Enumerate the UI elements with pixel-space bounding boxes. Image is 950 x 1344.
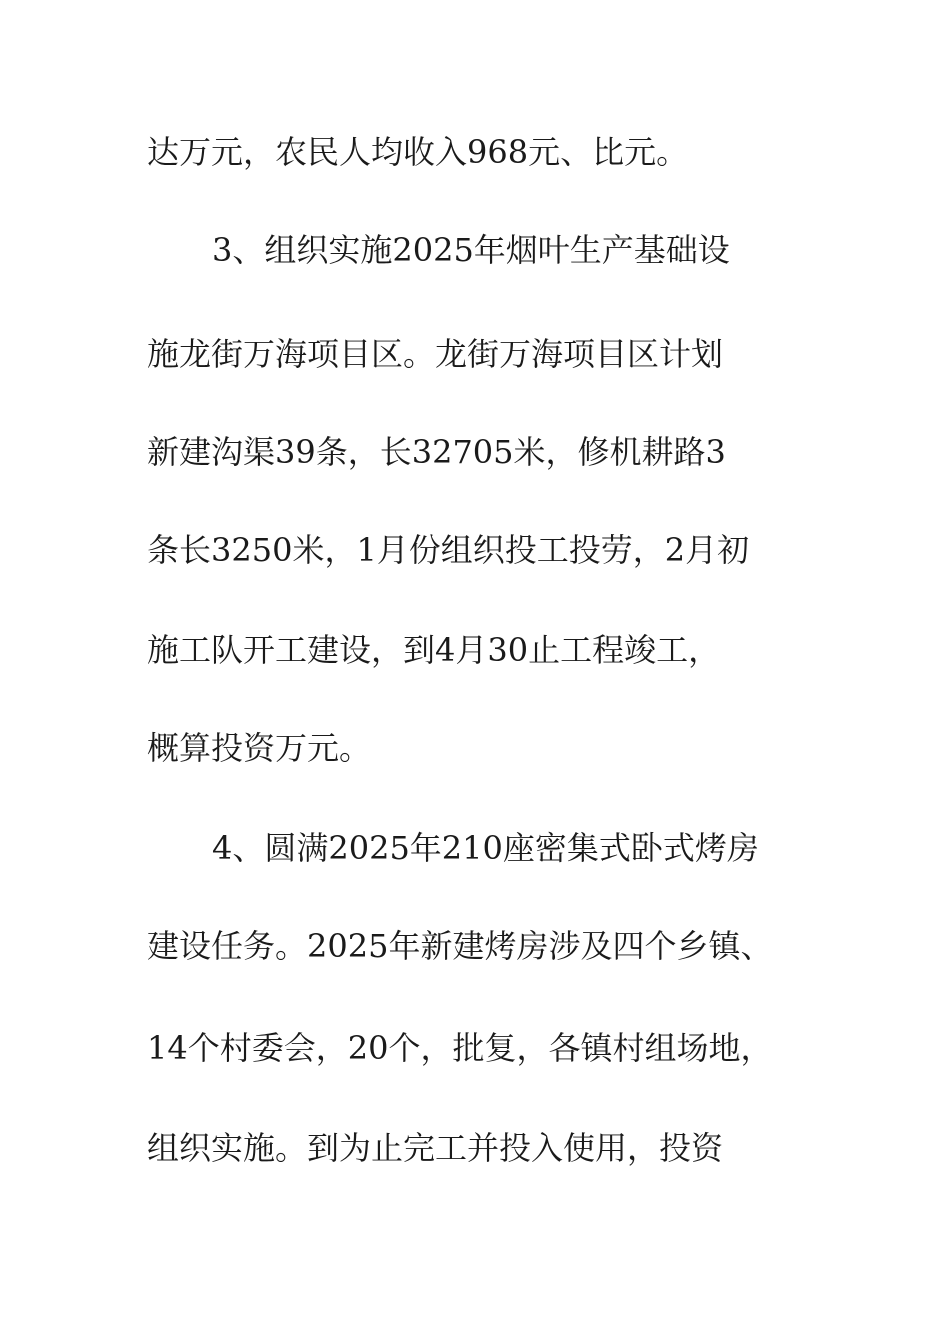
text-line: 概算投资万元。: [147, 729, 372, 767]
text-line: 施工队开工建设，到4月30止工程竣工，: [147, 631, 721, 669]
paragraph-3-first-line: 3、组织实施2025年烟叶生产基础设: [212, 231, 730, 269]
text-line: 组织实施。到为止完工并投入使用，投资: [147, 1129, 724, 1167]
text-line: 条长3250米，1月份组织投工投劳，2月初: [147, 531, 750, 569]
text-line: 达万元，农民人均收入968元、比元。: [147, 133, 689, 171]
text-line: 建设任务。2025年新建烤房涉及四个乡镇、: [147, 927, 773, 965]
text-line: 新建沟渠39条，长32705米，修机耕路3: [147, 433, 726, 471]
paragraph-4-first-line: 4、圆满2025年210座密集式卧式烤房: [212, 829, 759, 867]
text-line: 施龙街万海项目区。龙街万海项目区计划: [147, 335, 724, 373]
text-line: 14个村委会，20个，批复，各镇村组场地，: [147, 1029, 773, 1067]
